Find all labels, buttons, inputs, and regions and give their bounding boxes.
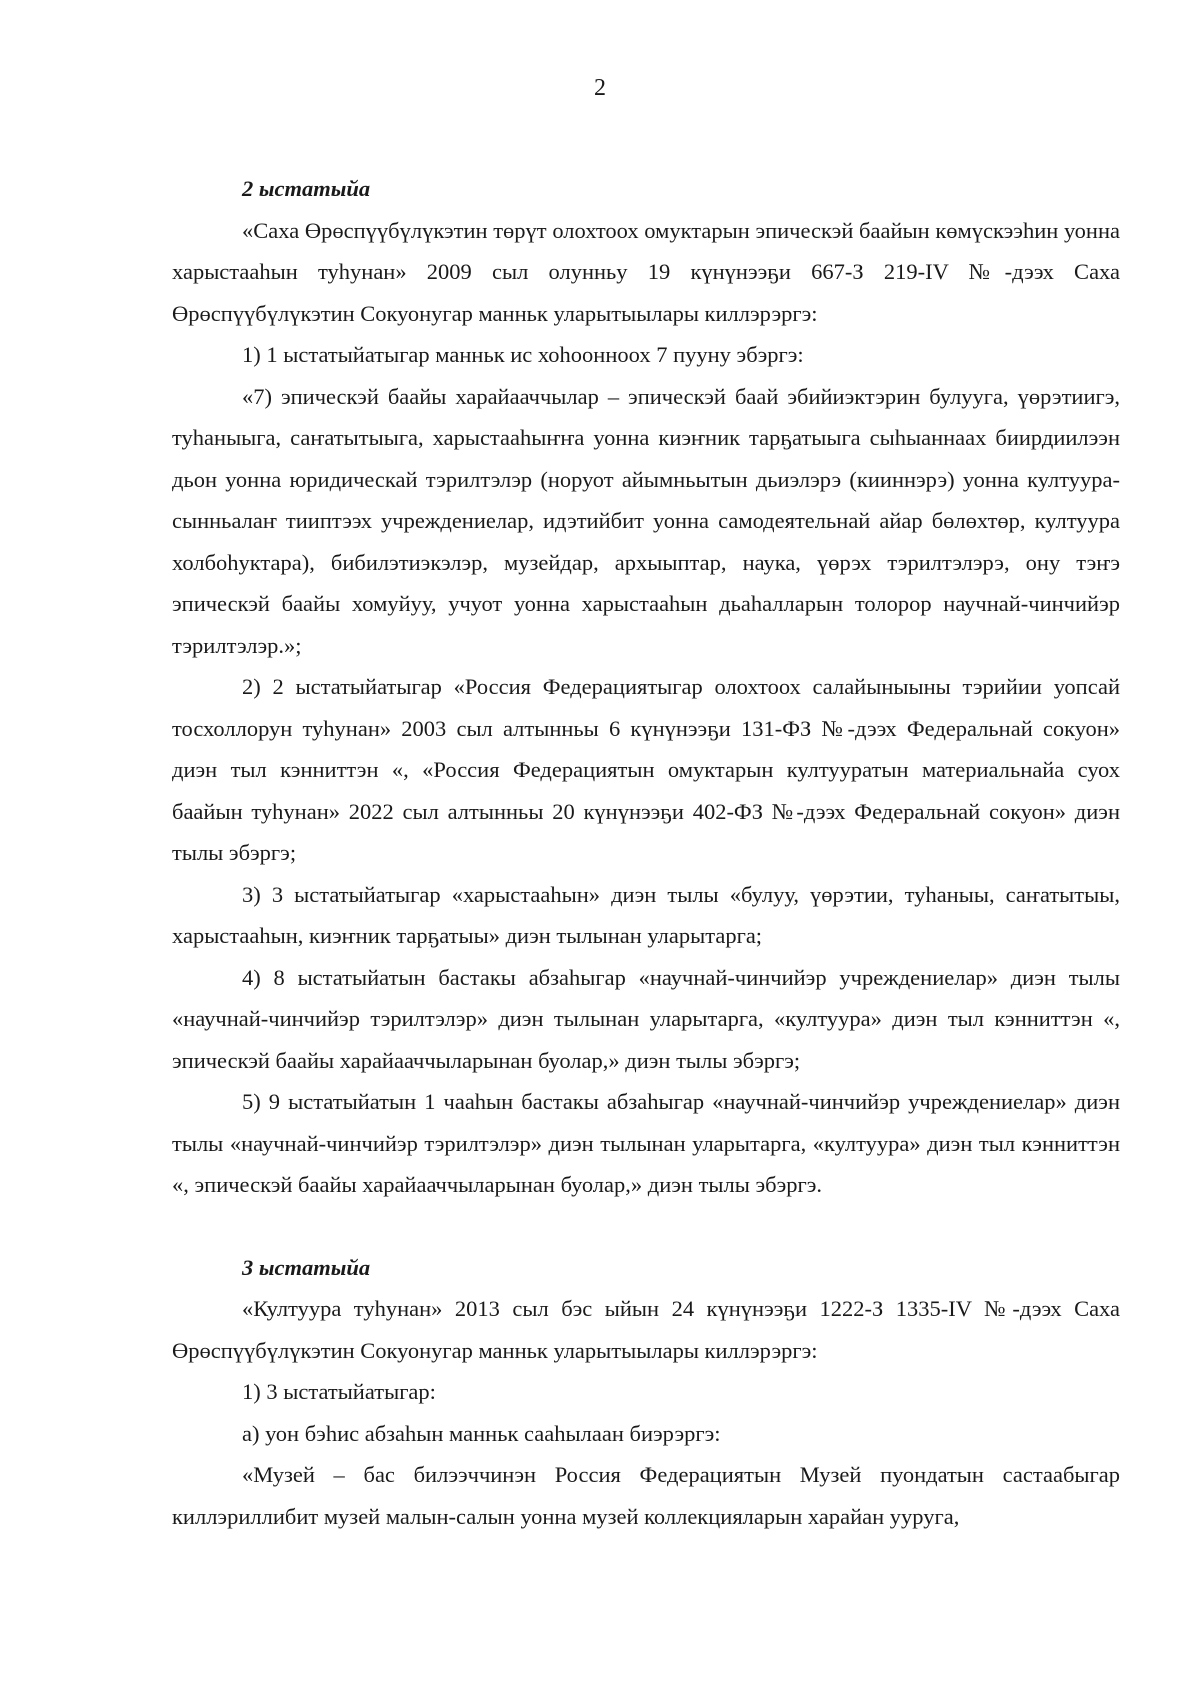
article-2-paragraph: «Саха Өрөспүүбүлүкэтин төрүт олохтоох омуктарын эпическэй баайын көмүскээһин уонна харыстааһын туһунан» 2009 сыл олунньу 19 күнүнээҕи 667-З 219-IV №-дээх Саха Өрөспүүбүлүкэтин Сокуонугар манньк уларытыылары киллэрэргэ: bbox=[172, 217, 1120, 326]
article-2-paragraph: 1) 1 ыстатыйатыгар манньк ис хоһоонноох 7 пууну эбэргэ: bbox=[242, 342, 804, 367]
article-3-paragraph: «Култуура туһунан» 2013 сыл бэс ыйын 24 күнүнээҕи 1222-З 1335-IV №-дээх Саха Өрөспүүбүлүкэтин Сокуонугар манньк уларытыылары киллэрэргэ: bbox=[172, 1296, 1120, 1363]
article-3-paragraph: «Музей – бас билээччинэн Россия Федерациятын Музей пуондатын састаабыгар киллэриллибит музей малын-салын уонна музей коллекцияларын харайан ууруга, bbox=[172, 1462, 1120, 1529]
section-spacer bbox=[172, 1206, 1120, 1247]
article-3-paragraph: 1) 3 ыстатыйатыгар: bbox=[242, 1379, 436, 1404]
article-2-paragraph: 5) 9 ыстатыйатын 1 чааһын бастакы абзаһыгар «научнай-чинчийэр учреждениелар» диэн тылы «научнай-чинчийэр тэрилтэлэр» диэн тылынан уларытарга, «култуура» диэн тыл кэнниттэн «, эпическэй баайы харайааччыларынан буолар,» диэн тылы эбэргэ. bbox=[172, 1089, 1120, 1197]
document-body bbox=[172, 168, 1120, 1537]
page-number: 2 bbox=[594, 75, 606, 101]
article-2-paragraph: «7) эпическэй баайы харайааччылар – эпическэй баай эбийиэктэрин булууга, үөрэтиигэ, туһаныыга, саҥатытыыга, харыстааһыҥҥа уонна киэҥник тарҕатыыга сыһыаннаах биирдиилээн дьон уонна юридическай тэрилтэлэр (норуот айымньытын дьиэлэрэ (кииннэрэ) уонна култуура-сынньалаҥ тииптээх учреждениелар, идэтийбит уонна самодеятельнай айар бөлөхтөр, култуура холбоһуктара), бибилэтиэкэлэр, музейдар, архыыптар, наука, үөрэх тэрилтэлэрэ, ону тэҥэ эпическэй баайы хомуйуу, учуот уонна харыстааһын дьаһалларын толорор научнай-чинчийэр тэрилтэлэр.»; bbox=[172, 383, 1120, 658]
article-3-heading: 3 ыстатыйа bbox=[242, 1254, 371, 1280]
article-2-heading: 2 ыстатыйа bbox=[242, 176, 371, 201]
article-2-paragraph: 2) 2 ыстатыйатыгар «Россия Федерациятыгар олохтоох салайыныыны тэрийии уопсай тосхоллорун туһунан» 2003 сыл алтынньы 6 күнүнээҕи 131-ФЗ №-дээх Федеральнай сокуон» диэн тыл кэнниттэн «, «Россия Федерациятын омуктарын култууратын материальнайа суох баайын туһунан» 2022 сыл алтынньы 20 күнүнээҕи 402-ФЗ №-дээх Федеральнай сокуон» диэн тылы эбэргэ; bbox=[172, 674, 1120, 865]
article-3-paragraph: а) уон бэһис абзаһын манньк сааһылаан биэрэргэ: bbox=[242, 1420, 721, 1446]
article-2-paragraph: 3) 3 ыстатыйатыгар «харыстааһын» диэн тылы «булуу, үөрэтии, туһаныы, саҥатытыы, харыстааһын, киэҥник тарҕатыы» диэн тылынан уларытарга; bbox=[172, 881, 1120, 948]
article-2-paragraph: 4) 8 ыстатыйатын бастакы абзаһыгар «научнай-чинчийэр учреждениелар» диэн тылы «научнай-чинчийэр тэрилтэлэр» диэн тылынан уларытарга, «култуура» диэн тыл кэнниттэн «, эпическэй баайы харайааччыларынан буолар,» диэн тылы эбэргэ; bbox=[172, 964, 1120, 1073]
